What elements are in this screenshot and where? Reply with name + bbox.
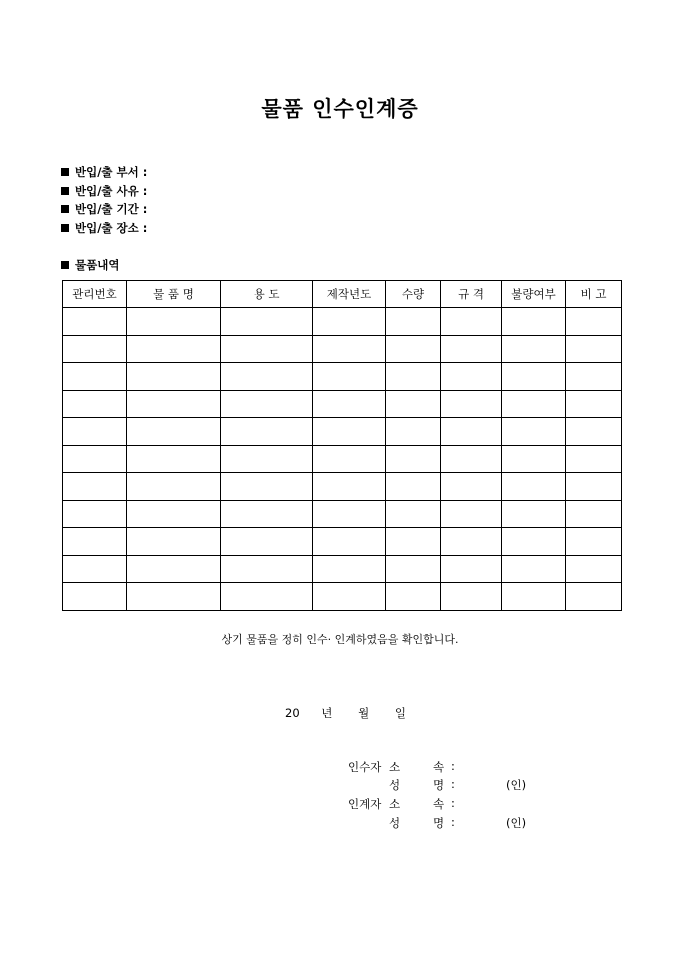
col-header-purpose: 용 도 bbox=[221, 281, 313, 308]
table-cell[interactable] bbox=[313, 363, 386, 391]
table-header-row bbox=[63, 281, 622, 308]
square-bullet-icon bbox=[61, 205, 69, 213]
table-cell[interactable] bbox=[441, 418, 502, 446]
table-cell[interactable] bbox=[386, 363, 441, 391]
table-cell[interactable] bbox=[502, 473, 566, 501]
table-cell[interactable] bbox=[502, 445, 566, 473]
handover-name-b: 명 bbox=[433, 816, 445, 830]
table-cell[interactable] bbox=[127, 308, 221, 336]
table-cell[interactable] bbox=[386, 555, 441, 583]
table-cell[interactable] bbox=[566, 418, 622, 446]
table-cell[interactable] bbox=[127, 528, 221, 556]
table-cell[interactable] bbox=[63, 308, 127, 336]
table-cell[interactable] bbox=[221, 390, 313, 418]
table-cell[interactable] bbox=[63, 445, 127, 473]
table-cell[interactable] bbox=[127, 335, 221, 363]
table-row bbox=[63, 418, 622, 446]
table-cell[interactable] bbox=[313, 500, 386, 528]
table-cell[interactable] bbox=[127, 473, 221, 501]
info-reason bbox=[61, 182, 147, 201]
receiver-affiliation-a: 소 bbox=[389, 760, 401, 774]
table-cell[interactable] bbox=[502, 500, 566, 528]
table-row bbox=[63, 308, 622, 336]
table-cell[interactable] bbox=[63, 528, 127, 556]
table-cell[interactable] bbox=[221, 445, 313, 473]
table-cell[interactable] bbox=[502, 363, 566, 391]
table-cell[interactable] bbox=[566, 363, 622, 391]
transfer-info bbox=[61, 163, 147, 237]
table-cell[interactable] bbox=[313, 335, 386, 363]
col-header-quantity: 수량 bbox=[386, 281, 441, 308]
info-reason-label: 반입/출 사유 : bbox=[75, 183, 148, 198]
info-department bbox=[61, 163, 147, 182]
receiver-name-b: 명 bbox=[433, 778, 445, 792]
table-cell[interactable] bbox=[63, 390, 127, 418]
receiver-seal: (인) bbox=[506, 778, 527, 792]
table-cell[interactable] bbox=[441, 583, 502, 611]
table-cell[interactable] bbox=[502, 555, 566, 583]
table-cell[interactable] bbox=[441, 473, 502, 501]
table-cell[interactable] bbox=[127, 555, 221, 583]
table-cell[interactable] bbox=[221, 583, 313, 611]
table-cell[interactable] bbox=[313, 445, 386, 473]
square-bullet-icon bbox=[61, 224, 69, 232]
table-cell[interactable] bbox=[313, 555, 386, 583]
table-cell[interactable] bbox=[63, 583, 127, 611]
table-cell[interactable] bbox=[566, 473, 622, 501]
table-cell[interactable] bbox=[221, 363, 313, 391]
table-body bbox=[63, 308, 622, 611]
table-cell[interactable] bbox=[127, 363, 221, 391]
table-row bbox=[63, 555, 622, 583]
table-row bbox=[63, 583, 622, 611]
table-cell[interactable] bbox=[566, 445, 622, 473]
receiver-affiliation-b: 속 bbox=[433, 760, 445, 774]
table-cell[interactable] bbox=[386, 583, 441, 611]
table-cell[interactable] bbox=[441, 390, 502, 418]
col-header-item-name: 물 품 명 bbox=[127, 281, 221, 308]
table-cell[interactable] bbox=[441, 445, 502, 473]
receiver-label: 인수자 bbox=[348, 760, 382, 774]
table-cell[interactable] bbox=[127, 445, 221, 473]
table-cell[interactable] bbox=[502, 418, 566, 446]
table-cell[interactable] bbox=[502, 528, 566, 556]
date-line bbox=[285, 705, 406, 721]
col-header-defect: 불량여부 bbox=[502, 281, 566, 308]
receiver-name-colon: : bbox=[451, 777, 455, 791]
table-cell[interactable] bbox=[127, 500, 221, 528]
square-bullet-icon bbox=[61, 261, 69, 269]
date-month-unit: 월 bbox=[358, 706, 370, 720]
handover-affiliation-a: 소 bbox=[389, 797, 401, 811]
table-cell[interactable] bbox=[221, 335, 313, 363]
date-year: 20 bbox=[285, 706, 300, 720]
table-cell[interactable] bbox=[221, 500, 313, 528]
table-cell[interactable] bbox=[386, 308, 441, 336]
table-cell[interactable] bbox=[221, 418, 313, 446]
table-cell[interactable] bbox=[566, 308, 622, 336]
table-cell[interactable] bbox=[386, 335, 441, 363]
confirmation-statement: 상기 물품을 정히 인수· 인계하였음을 확인합니다. bbox=[221, 633, 459, 646]
table-cell[interactable] bbox=[566, 583, 622, 611]
table-cell[interactable] bbox=[441, 363, 502, 391]
info-period-label: 반입/출 기간 : bbox=[75, 202, 148, 216]
table-cell[interactable] bbox=[313, 583, 386, 611]
table-cell[interactable] bbox=[386, 500, 441, 528]
section-title: 물품내역 bbox=[75, 258, 120, 272]
table-cell[interactable] bbox=[63, 418, 127, 446]
table-cell[interactable] bbox=[502, 390, 566, 418]
table-row bbox=[63, 528, 622, 556]
col-header-year-made: 제작년도 bbox=[313, 281, 386, 308]
table-cell[interactable] bbox=[221, 308, 313, 336]
handover-name-a: 성 bbox=[389, 816, 401, 830]
table-cell[interactable] bbox=[502, 335, 566, 363]
table-cell[interactable] bbox=[566, 555, 622, 583]
handover-seal: (인) bbox=[506, 816, 527, 830]
table-cell[interactable] bbox=[221, 555, 313, 583]
table-cell[interactable] bbox=[441, 308, 502, 336]
document-title: 물품 인수인계증 bbox=[261, 97, 419, 121]
handover-affiliation-b: 속 bbox=[433, 797, 445, 811]
square-bullet-icon bbox=[61, 187, 69, 195]
table-cell[interactable] bbox=[221, 473, 313, 501]
table-cell[interactable] bbox=[63, 500, 127, 528]
table-cell[interactable] bbox=[63, 473, 127, 501]
col-header-remarks: 비 고 bbox=[566, 281, 622, 308]
table-cell[interactable] bbox=[386, 445, 441, 473]
table-row bbox=[63, 473, 622, 501]
table-cell[interactable] bbox=[313, 528, 386, 556]
table-cell[interactable] bbox=[63, 555, 127, 583]
table-cell[interactable] bbox=[63, 335, 127, 363]
table-cell[interactable] bbox=[566, 390, 622, 418]
table-cell[interactable] bbox=[566, 335, 622, 363]
table-cell[interactable] bbox=[386, 390, 441, 418]
receiver-affiliation-colon: : bbox=[451, 759, 455, 773]
table-cell[interactable] bbox=[441, 555, 502, 583]
table-cell[interactable] bbox=[63, 363, 127, 391]
items-table bbox=[62, 280, 622, 611]
table-cell[interactable] bbox=[566, 500, 622, 528]
table-cell[interactable] bbox=[127, 390, 221, 418]
table-row bbox=[63, 445, 622, 473]
col-header-management-no: 관리번호 bbox=[63, 281, 127, 308]
handover-name-colon: : bbox=[451, 815, 455, 829]
date-year-unit: 년 bbox=[321, 706, 333, 720]
table-cell[interactable] bbox=[313, 473, 386, 501]
handover-affiliation-colon: : bbox=[451, 796, 455, 810]
table-row bbox=[63, 363, 622, 391]
table-cell[interactable] bbox=[127, 418, 221, 446]
table-cell[interactable] bbox=[441, 528, 502, 556]
table-cell[interactable] bbox=[566, 528, 622, 556]
table-cell[interactable] bbox=[127, 583, 221, 611]
date-day-unit: 일 bbox=[394, 706, 406, 720]
table-cell[interactable] bbox=[441, 335, 502, 363]
table-cell[interactable] bbox=[313, 308, 386, 336]
table-cell[interactable] bbox=[386, 418, 441, 446]
square-bullet-icon bbox=[61, 168, 69, 176]
table-row bbox=[63, 390, 622, 418]
table-cell[interactable] bbox=[502, 308, 566, 336]
info-location bbox=[61, 219, 147, 238]
table-cell[interactable] bbox=[386, 473, 441, 501]
section-items-heading bbox=[61, 256, 119, 274]
handover-label: 인계자 bbox=[348, 797, 382, 811]
info-department-label: 반입/출 부서 : bbox=[75, 165, 148, 179]
table-cell[interactable] bbox=[441, 500, 502, 528]
info-location-label: 반입/출 장소 : bbox=[75, 220, 148, 235]
info-period bbox=[61, 200, 147, 219]
table-cell[interactable] bbox=[313, 418, 386, 446]
table-cell[interactable] bbox=[313, 390, 386, 418]
table-row bbox=[63, 500, 622, 528]
table-row bbox=[63, 335, 622, 363]
receiver-name-a: 성 bbox=[389, 778, 401, 792]
table-cell[interactable] bbox=[221, 528, 313, 556]
table-cell[interactable] bbox=[502, 583, 566, 611]
col-header-spec: 규 격 bbox=[441, 281, 502, 308]
table-cell[interactable] bbox=[386, 528, 441, 556]
